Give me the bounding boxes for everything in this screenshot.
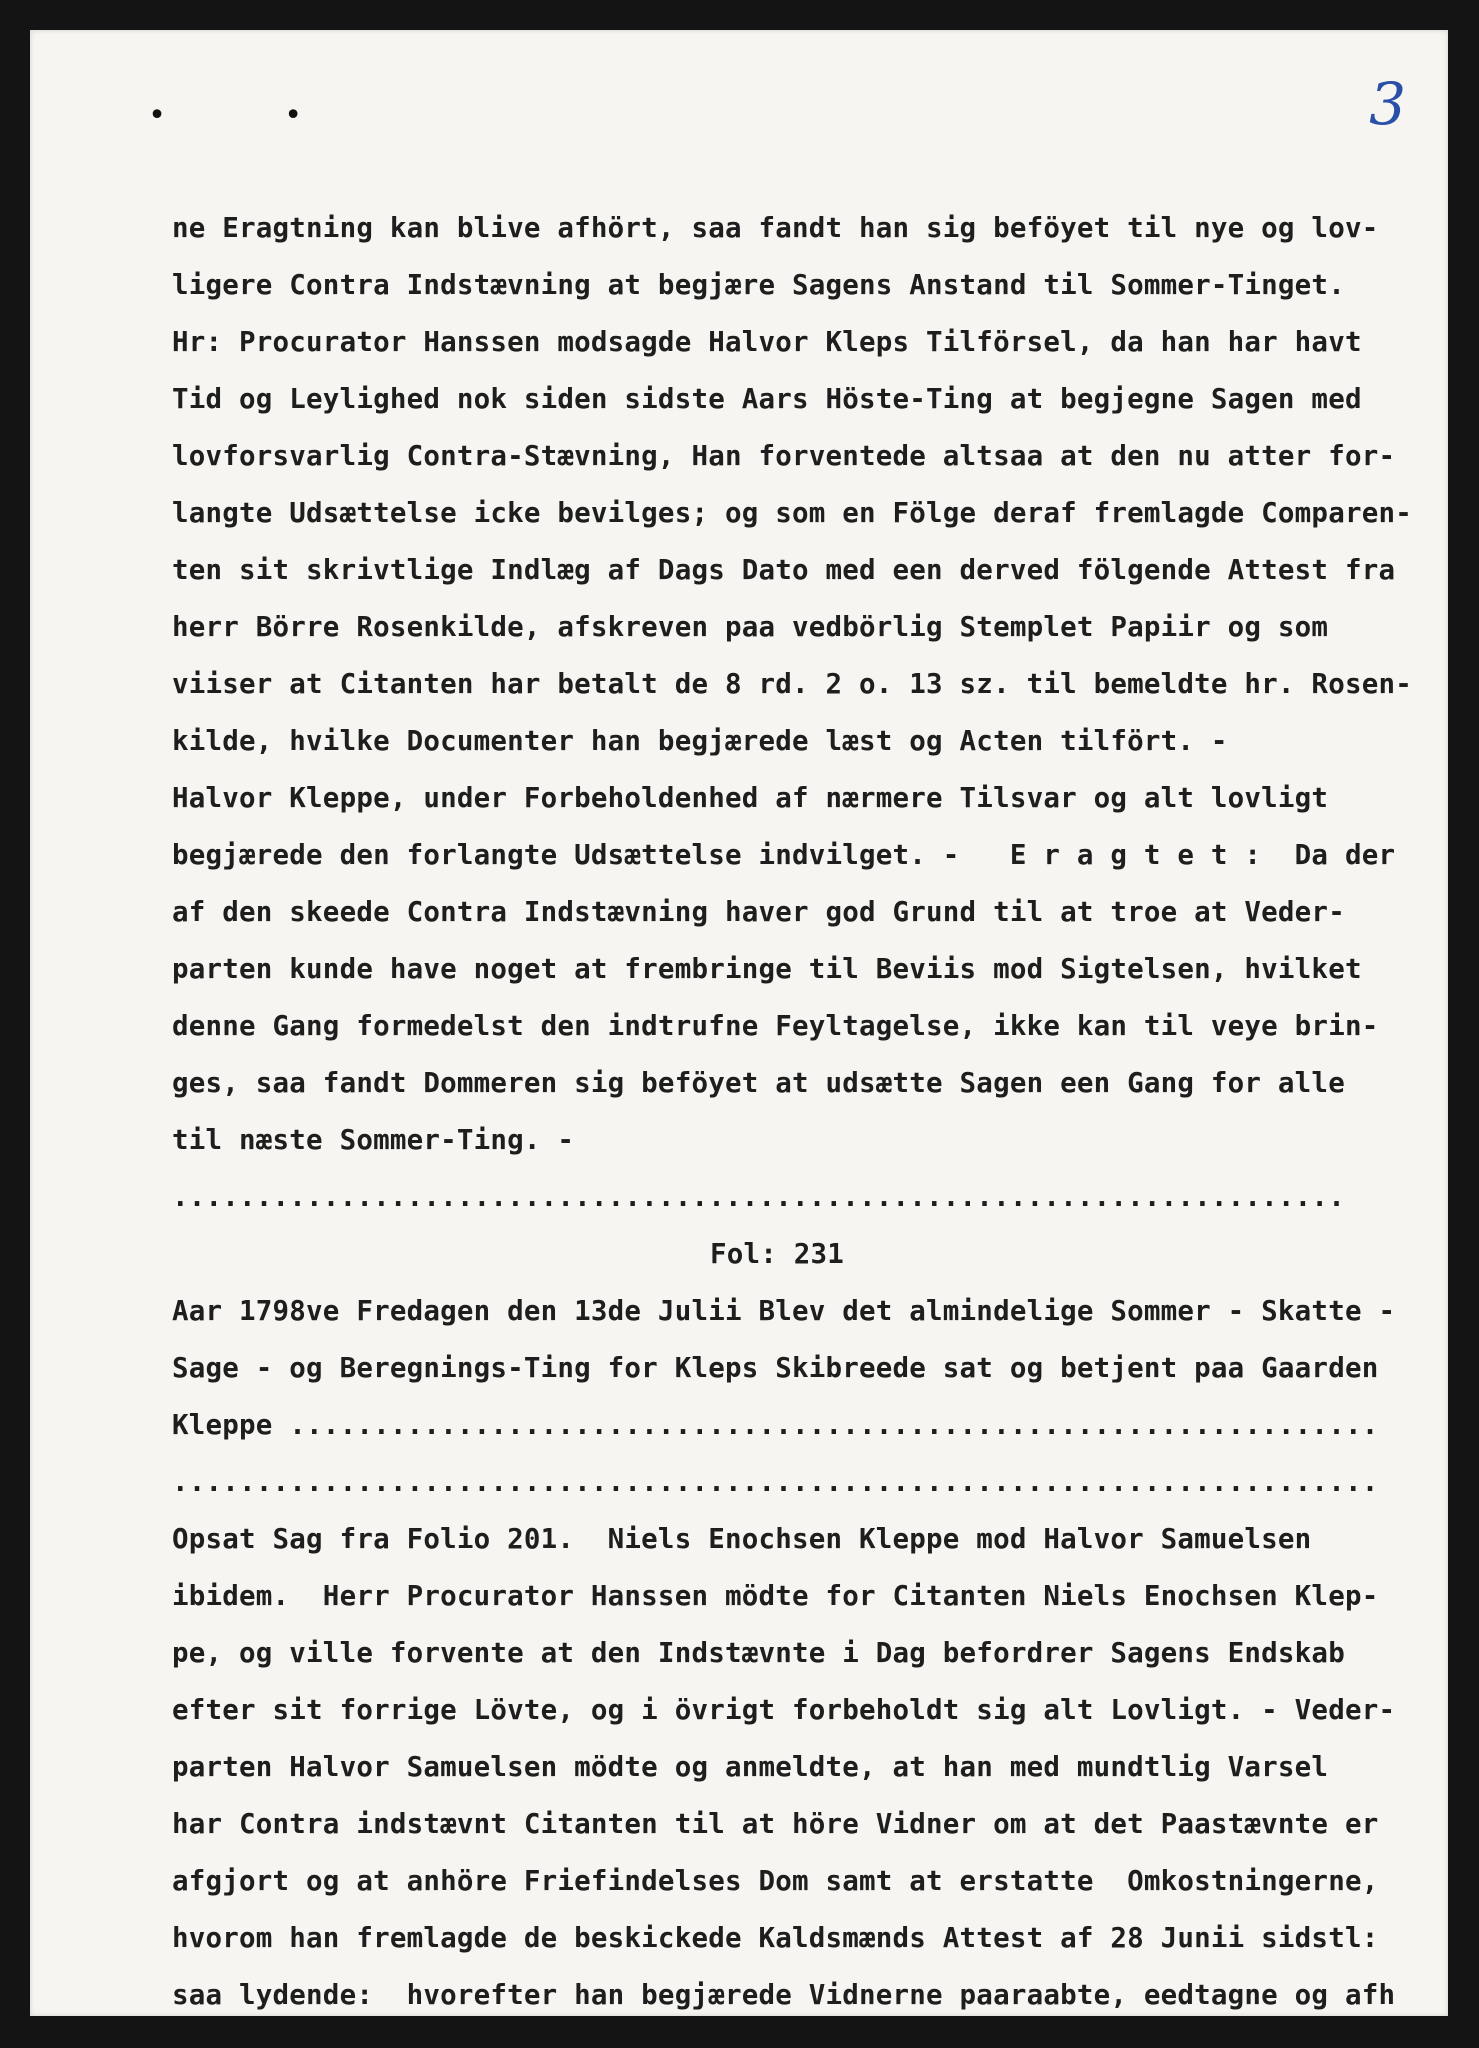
document-page <box>30 30 1448 2016</box>
text-line: Tid og Leylighed nok siden sidste Aars Höste-Ting at begjegne Sagen med <box>172 383 1362 415</box>
text-line: afgjort og at anhöre Friefindelses Dom samt at erstatte Omkostningerne, <box>172 1865 1379 1897</box>
text-line: ges, saa fandt Dommeren sig beföyet at udsætte Sagen een Gang for alle <box>172 1067 1345 1099</box>
text-line: ne Eragtning kan blive afhört, saa fandt han sig beföyet til nye og lov- <box>172 212 1379 244</box>
text-line: parten Halvor Samuelsen mödte og anmeldte, at han med mundtlig Varsel <box>172 1751 1329 1783</box>
text-line: ligere Contra Indstævning at begjære Sagens Anstand til Sommer-Tinget. <box>172 269 1345 301</box>
text-line: lovforsvarlig Contra-Stævning, Han forventede altsaa at den nu atter for- <box>172 440 1396 472</box>
text-line: kilde, hvilke Documenter han begjærede læst og Acten tilfört. - <box>172 725 1228 757</box>
text-line: efter sit forrige Lövte, og i övrigt forbeholdt sig alt Lovligt. - Veder- <box>172 1694 1396 1726</box>
text-body <box>172 200 1442 2024</box>
dotted-separator: ...................................................................... <box>172 1181 1345 1213</box>
text-line: har Contra indstævnt Citanten til at höre Vidner om at det Paastævnte er <box>172 1808 1379 1840</box>
text-line: Opsat Sag fra Folio 201. Niels Enochsen Kleppe mod Halvor Samuelsen <box>172 1523 1312 1555</box>
text-line: til næste Sommer-Ting. - <box>172 1124 575 1156</box>
text-line: Hr: Procurator Hanssen modsagde Halvor Kleps Tilförsel, da han har havt <box>172 326 1362 358</box>
text-line: begjærede den forlangte Udsættelse indvilget. - E r a g t e t : Da der <box>172 839 1396 871</box>
text-line: viiser at Citanten har betalt de 8 rd. 2 o. 13 sz. til bemeldte hr. Rosen- <box>172 668 1412 700</box>
text-line: af den skeede Contra Indstævning haver god Grund til at troe at Veder- <box>172 896 1345 928</box>
text-line: parten kunde have noget at frembringe til Beviis mod Sigtelsen, hvilket <box>172 953 1362 985</box>
text-line: saa lydende: hvorefter han begjærede Vidnerne paaraabte, eedtagne og afh <box>172 1979 1396 2011</box>
text-line: pe, og ville forvente at den Indstævnte i Dag befordrer Sagens Endskab <box>172 1637 1345 1669</box>
text-line: Kleppe ................................................................. <box>172 1409 1379 1441</box>
text-line: herr Börre Rosenkilde, afskreven paa vedbörlig Stemplet Papiir og som <box>172 611 1329 643</box>
text-line: denne Gang formedelst den indtrufne Feyltagelse, ikke kan til veye brin- <box>172 1010 1379 1042</box>
text-line: Sage - og Beregnings-Ting for Kleps Skibreede sat og betjent paa Gaarden <box>172 1352 1379 1384</box>
text-line: Aar 1798ve Fredagen den 13de Julii Blev det almindelige Sommer - Skatte - <box>172 1295 1396 1327</box>
text-line: ten sit skrivtlige Indlæg af Dags Dato med een derved fölgende Attest fra <box>172 554 1396 586</box>
top-marks: • • <box>148 98 353 133</box>
page-number: 3 <box>1369 70 1406 138</box>
text-line: Halvor Kleppe, under Forbeholdenhed af nærmere Tilsvar og alt lovligt <box>172 782 1329 814</box>
folio-heading: Fol: 231 <box>709 1238 845 1270</box>
dotted-separator: ........................................................................ <box>172 1466 1379 1498</box>
text-line: ibidem. Herr Procurator Hanssen mödte for Citanten Niels Enochsen Klep- <box>172 1580 1379 1612</box>
text-line: langte Udsættelse icke bevilges; og som en Fölge deraf fremlagde Comparen- <box>172 497 1412 529</box>
text-line: hvorom han fremlagde de beskickede Kaldsmænds Attest af 28 Junii sidstl: <box>172 1922 1379 1954</box>
